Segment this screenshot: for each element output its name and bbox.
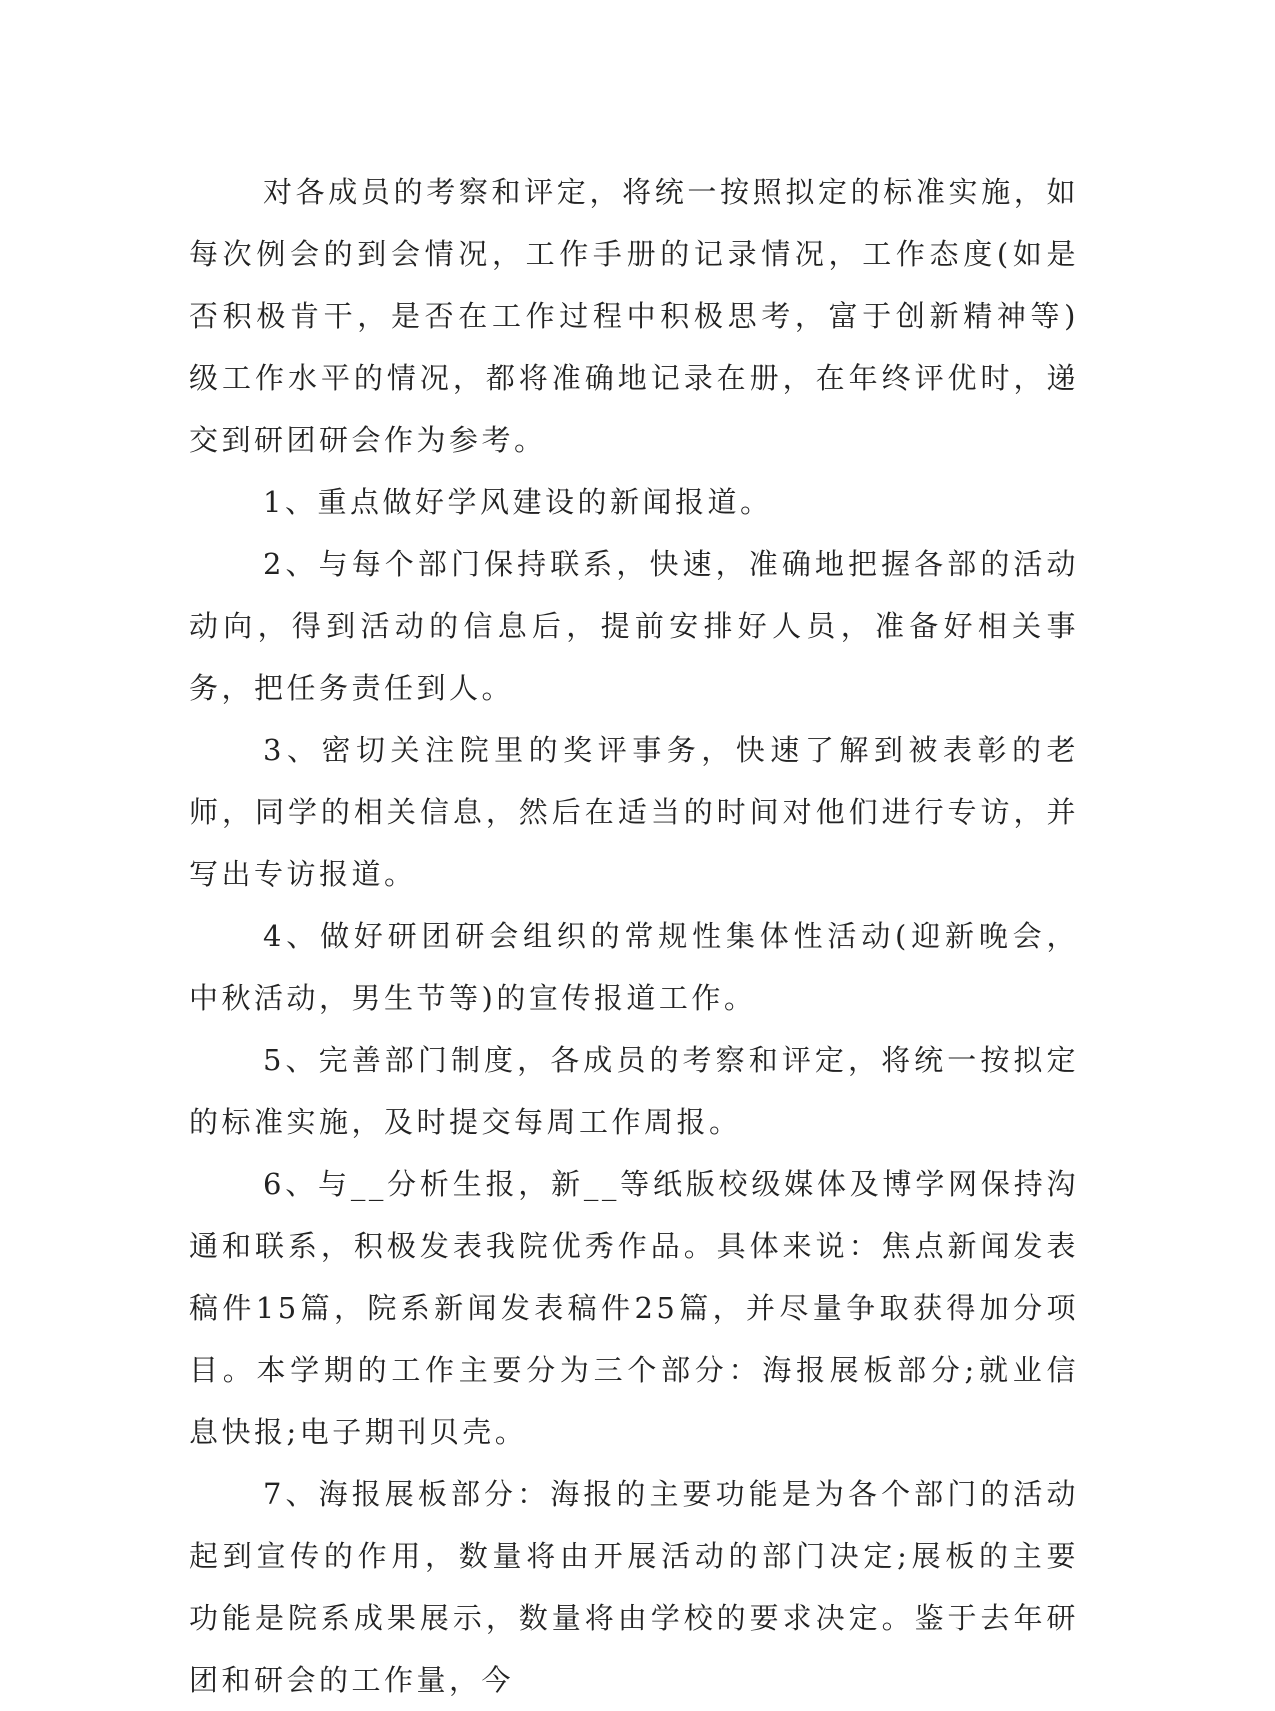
paragraph-item-3: 3、密切关注院里的奖评事务，快速了解到被表彰的老师，同学的相关信息，然后在适当的时间对他们进行专访，并写出专访报道。 [189,733,1079,891]
paragraph-item-4: 4、做好研团研会组织的常规性集体性活动(迎新晚会，中秋活动，男生节等)的宣传报道工作。 [189,919,1079,1015]
paragraph-item-6: 6、与__分析生报，新__等纸版校级媒体及博学网保持沟通和联系，积极发表我院优秀作品。具体来说：焦点新闻发表稿件15篇，院系新闻发表稿件25篇，并尽量争取获得加分项目。本学期的工作主要分为三个部分：海报展板部分;就业信息快报;电子期刊贝壳。 [189,1167,1079,1449]
document-body [189,161,1079,1711]
paragraph-item-2: 2、与每个部门保持联系，快速，准确地把握各部的活动动向，得到活动的信息后，提前安排好人员，准备好相关事务，把任务责任到人。 [189,547,1079,705]
paragraph-evaluation: 对各成员的考察和评定，将统一按照拟定的标准实施，如每次例会的到会情况，工作手册的记录情况，工作态度(如是否积极肯干，是否在工作过程中积极思考，富于创新精神等)级工作水平的情况，都将准确地记录在册，在年终评优时，递交到研团研会作为参考。 [189,175,1079,457]
paragraph-item-7: 7、海报展板部分：海报的主要功能是为各个部门的活动起到宣传的作用，数量将由开展活动的部门决定;展板的主要功能是院系成果展示，数量将由学校的要求决定。鉴于去年研团和研会的工作量，今 [189,1477,1079,1697]
paragraph-item-1: 1、重点做好学风建设的新闻报道。 [263,485,773,519]
paragraph-item-5: 5、完善部门制度，各成员的考察和评定，将统一按拟定的标准实施，及时提交每周工作周报。 [189,1043,1079,1139]
